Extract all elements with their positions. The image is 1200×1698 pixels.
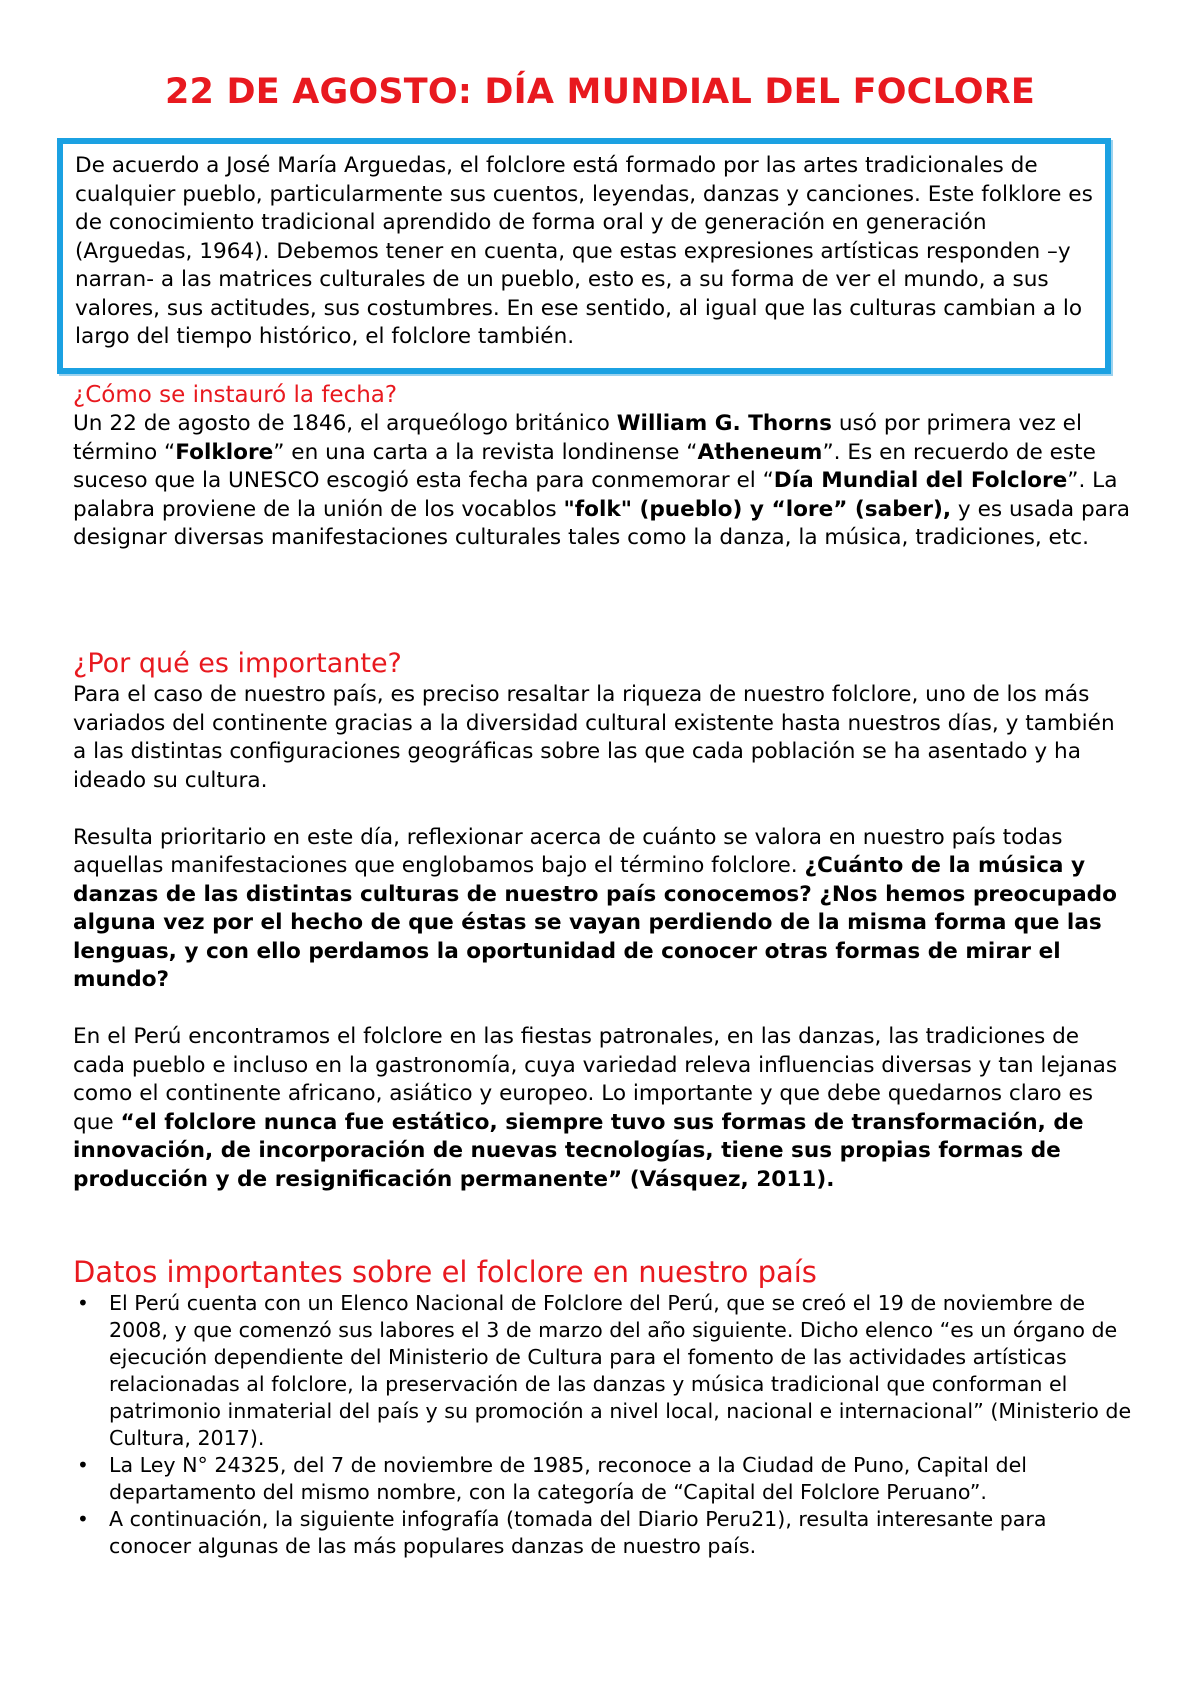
list-item (73, 1290, 1133, 1452)
text-run: Resulta prioritario en este día, reflexionar acerca de cuánto se valora en nuestro país todas aquellas manifestaciones que englobamos bajo el término folclore. (73, 824, 1063, 878)
bold-run: William G. Thorns (616, 411, 832, 436)
bold-run: “el folclore nunca fue estático, siempre tuvo sus formas de transformación, de innovación, de incorporación de nuevas tecnologías, tiene sus propias formas de producción y de resignificación permanente” (Vásquez, 2011). (73, 1109, 1084, 1192)
bullet-icon: • (77, 1453, 89, 1477)
text-run: ”. Es en recuerdo de este suceso que la UNESCO escogió esta fecha para conmemorar el “ (73, 439, 1096, 493)
bold-run: Folklore (175, 439, 274, 465)
text-run: ” en una carta a la revista londinense “ (273, 439, 698, 465)
paragraph-importante-2 (73, 824, 1133, 995)
paragraph-importante-1: Para el caso de nuestro país, es preciso resaltar la riqueza de nuestro folclore, uno de los más variados del continente gracias a la diversidad cultural existente hasta nuestros días, y también a las distintas configuraciones geográficas sobre las que cada población se ha asentado y ha ideado su cultura. (73, 682, 1115, 793)
list-item (73, 1452, 1133, 1506)
section-heading-importante: ¿Por qué es importante? (73, 648, 402, 679)
bold-run: Atheneum (697, 439, 823, 465)
text-run: y es usada para designar diversas manifestaciones culturales tales como la danza, la música, tradiciones, etc. (73, 496, 1130, 550)
page-title: 22 DE AGOSTO: DÍA MUNDIAL DEL FOCLORE (164, 72, 1036, 112)
bullet-icon: • (77, 1291, 89, 1315)
section-fecha (73, 380, 1133, 553)
text-run: En el Perú encontramos el folclore en las fiestas patronales, en las danzas, las tradiciones de cada pueblo e incluso en la gastronomía, cuya variedad releva influencias diversas y tan lejanas como el continente africano, asiático y europeo. Lo importante y que debe quedarnos claro es que (73, 1024, 1118, 1135)
section-heading-datos: Datos importantes sobre el folclore en nuestro país (73, 1255, 817, 1289)
bold-run: "folk" (pueblo) y “lore” (saber), (563, 496, 952, 522)
section-datos (73, 1254, 1133, 1560)
facts-list (73, 1290, 1133, 1560)
bold-run: ¿Cuánto de la música y danzas de las distintas culturas de nuestro país conocemos? ¿Nos hemos preocupado alguna vez por el hecho de que éstas se vayan perdiendo de la misma forma que las lenguas, y con ello perdamos la oportunidad de conocer otras formas de mirar el mundo? (73, 853, 1117, 992)
list-item-text: A continuación, la siguiente infografía (tomada del Diario Peru21), resulta interesante para conocer algunas de las más populares danzas de nuestro país. (109, 1507, 1047, 1558)
list-item-text: El Perú cuenta con un Elenco Nacional de Folclore del Perú, que se creó el 19 de noviembre de 2008, y que comenzó sus labores el 3 de marzo del año siguiente. Dicho elenco “es un órgano de ejecución dependiente del Ministerio de Cultura para el fomento de las actividades artísticas relacionadas al folclore, la preservación de las danzas y música tradicional que conforman el patrimonio inmaterial del país y su promoción a nivel local, nacional e internacional” (Ministerio de Cultura, 2017). (109, 1291, 1132, 1450)
intro-box (57, 138, 1111, 374)
section-importante (73, 647, 1133, 1194)
list-item (73, 1506, 1133, 1560)
intro-paragraph: De acuerdo a José María Arguedas, el folclore está formado por las artes tradicionales de cualquier pueblo, particularmente sus cuentos, leyendas, danzas y canciones. Este folklore es de conocimiento tradicional aprendido de forma oral y de generación en generación (Arguedas, 1964). Debemos tener en cuenta, que estas expresiones artísticas responden –y narran- a las matrices culturales de un pueblo, esto es, a su forma de ver el mundo, a sus valores, sus actitudes, sus costumbres. En ese sentido, al igual que las culturas cambian a lo largo del tiempo histórico, el folclore también. (75, 153, 1093, 349)
text-run: usó por primera vez el término “ (73, 411, 1082, 465)
section-paragraph-fecha (73, 410, 1133, 553)
text-run: ”. La palabra proviene de la unión de los vocablos (73, 468, 1118, 522)
bold-run: Día Mundial del Folclore (773, 468, 1068, 493)
text-run: Un 22 de agosto de 1846, el arqueólogo británico (73, 411, 617, 436)
bullet-icon: • (77, 1507, 89, 1531)
section-heading-fecha: ¿Cómo se instauró la fecha? (73, 382, 398, 408)
list-item-text: La Ley N° 24325, del 7 de noviembre de 1985, reconoce a la Ciudad de Puno, Capital del departamento del mismo nombre, con la categoría de “Capital del Folclore Peruano”. (109, 1453, 1028, 1504)
paragraph-importante-3 (73, 1023, 1133, 1194)
